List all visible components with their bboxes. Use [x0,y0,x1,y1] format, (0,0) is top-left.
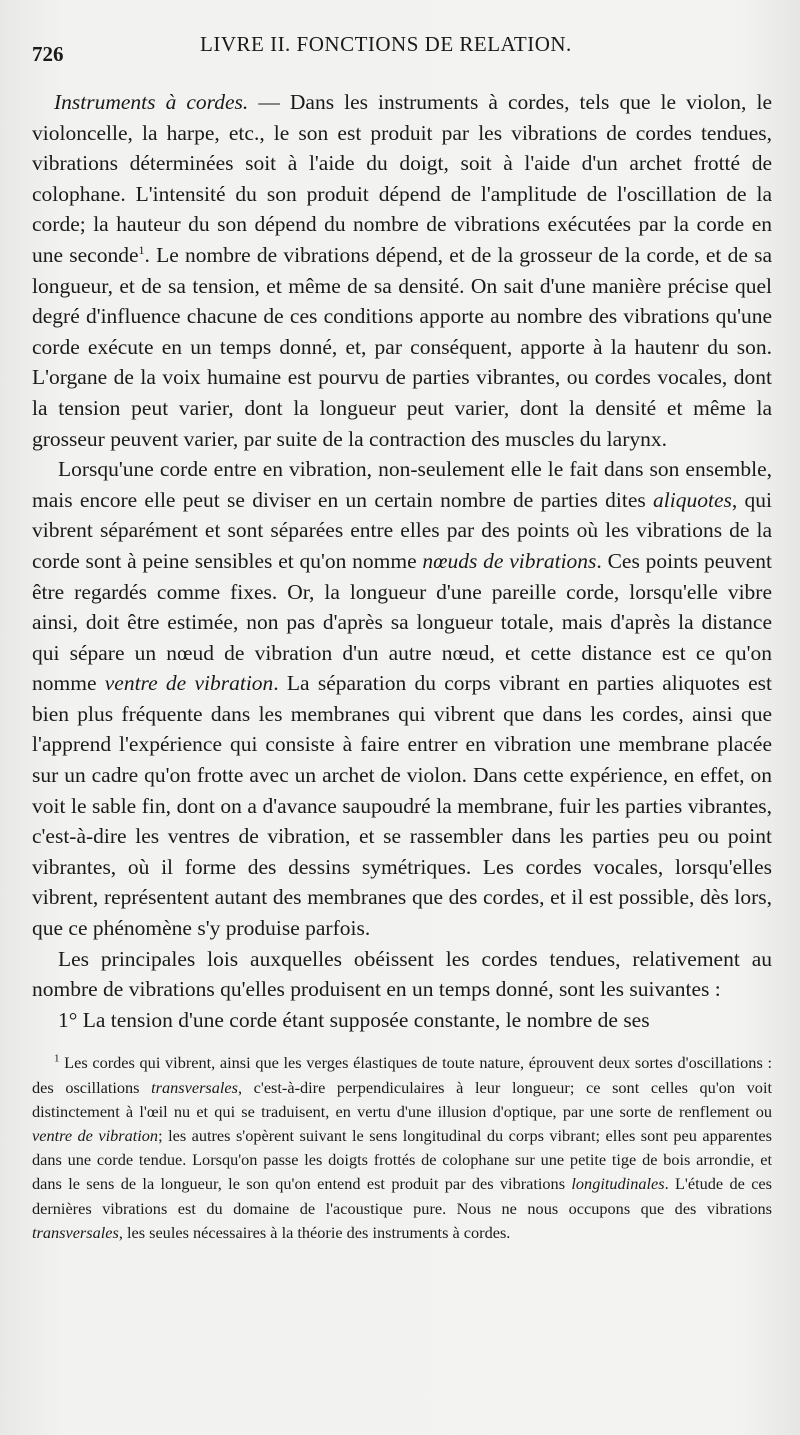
paragraph-loi-1 [32,1005,772,1036]
italic-term: transversales [151,1077,238,1097]
paragraph-text: . Ces points peuvent être regardés comme fixes. Or, la longueur d'une pareille corde, lorsqu'elle vibre ainsi, doit être estimée, non pas d'après sa longueur totale, mais d'après la distance qui sépare un nœud de vibration d'un autre nœud, et cette distance est ce qu'on nomme [32,548,772,696]
italic-term: aliquotes [653,487,732,512]
footnote-text: ; les autres s'opèrent suivant le sens longitudinal du corps vibrant; elles sont peu apparentes dans une corde tendue. Lorsqu'on passe les doigts frottés de colophane sur une petite tige de bois arrondie, et dans le sens de la longueur, le son qu'on entend est produit par des vibrations [32,1126,772,1194]
page-number: 726 [32,42,64,66]
italic-term: longitudinales [571,1174,665,1194]
running-head: LIVRE II. FONCTIONS DE RELATION. [200,32,572,56]
paragraph-parties-aliquotes [32,454,772,944]
paragraph-text: 1° La tension d'une corde étant supposée constante, le nombre de ses [58,1007,650,1032]
paragraph-text: Les principales lois auxquelles obéissent les cordes tendues, relativement au nombre de vibrations qu'elles produisent en un temps donné, sont les suivantes : [32,946,772,1002]
paragraph-text: , qui vibrent séparément et sont séparées entre elles par des points où les vibrations de la corde sont à peine sensibles et qu'on nomme [32,487,772,573]
paragraph-principales-lois [32,944,772,1005]
paragraph-instruments-a-cordes [32,87,772,454]
italic-term: ventre de vibration [104,671,274,696]
italic-term: ventre de vibration [32,1126,159,1146]
paragraph-text: . La séparation du corps vibrant en parties aliquotes est bien plus fréquente dans les membranes qui vibrent que dans les cordes, ainsi que l'apprend l'expérience qui consiste à faire entrer en vibration une membrane placée sur un cadre qu'on frotte avec un archet de violon. Dans cette expérience, en effet, on voit le sable fin, dont on a d'avance saupoudré la membrane, fuir les parties vibrantes, c'est-à-dire les ventres de vibration, et se rassembler dans les parties peu ou point vibrantes, où il forme des dessins symétriques. Les cordes vocales, lorsqu'elles vibrent, représentent autant des membranes que des cordes, et il est possible, dès lors, que ce phénomène s'y produise parfois. [32,671,773,941]
section-lead-italic: Instruments à cordes. [54,90,249,114]
footnote-text: , les seules nécessaires à la théorie des instruments à cordes. [118,1222,511,1242]
footnote [32,1051,772,1245]
italic-term: nœuds de vibrations [422,548,597,573]
paragraph-text: Lorsqu'une corde entre en vibration, non-seulement elle le fait dans son ensemble, mais encore elle peut se diviser en un certain nombre de parties dites [32,457,772,512]
page-header [32,18,772,66]
footnote-text: . L'étude de ces dernières vibrations est du domaine de l'acoustique pure. Nous ne nous occupons que des vibrations [32,1174,772,1218]
paragraph-text: — Dans les instruments à cordes, tels que le violon, le violoncelle, la harpe, etc., le son est produit par les vibrations de cordes tendues, vibrations déterminées soit à l'aide du doigt, soit à l'aide d'un archet frotté de colophane. L'intensité du son produit dépend de l'amplitude de l'oscillation de la corde; la hauteur du son dépend du nombre de vibrations exécutées par la corde en une seconde [32,90,772,267]
italic-term: transversales [32,1222,119,1242]
footnote-reference: 1 [138,242,145,257]
body-text [32,87,772,1035]
footnote-text: , c'est-à-dire perpendiculaires à leur longueur; ce sont celles qu'on voit distinctement à l'œil nu et qui se traduisent, en vertu d'une illusion d'optique, par une sorte de renflement ou [32,1077,772,1121]
footnote-text: Les cordes qui vibrent, ainsi que les verges élastiques de toute nature, éprouvent deux sortes d'oscillations : des oscillations [32,1053,772,1097]
footnote-mark: 1 [54,1052,60,1065]
paragraph-text: . Le nombre de vibrations dépend, et de la grosseur de la corde, et de sa longueur, et de sa tension, et même de sa densité. On sait d'une manière précise quel degré d'influence chacune de ces conditions apporte au nombre des vibrations qu'une corde exécute en un temps donné, et, par conséquent, apporte à la hautenr du son. L'organe de la voix humaine est pourvu de parties vibrantes, ou cordes vocales, dont la tension peut varier, dont la longueur peut varier, dont la densité et même la grosseur peuvent varier, par suite de la contraction des muscles du larynx. [32,242,772,451]
